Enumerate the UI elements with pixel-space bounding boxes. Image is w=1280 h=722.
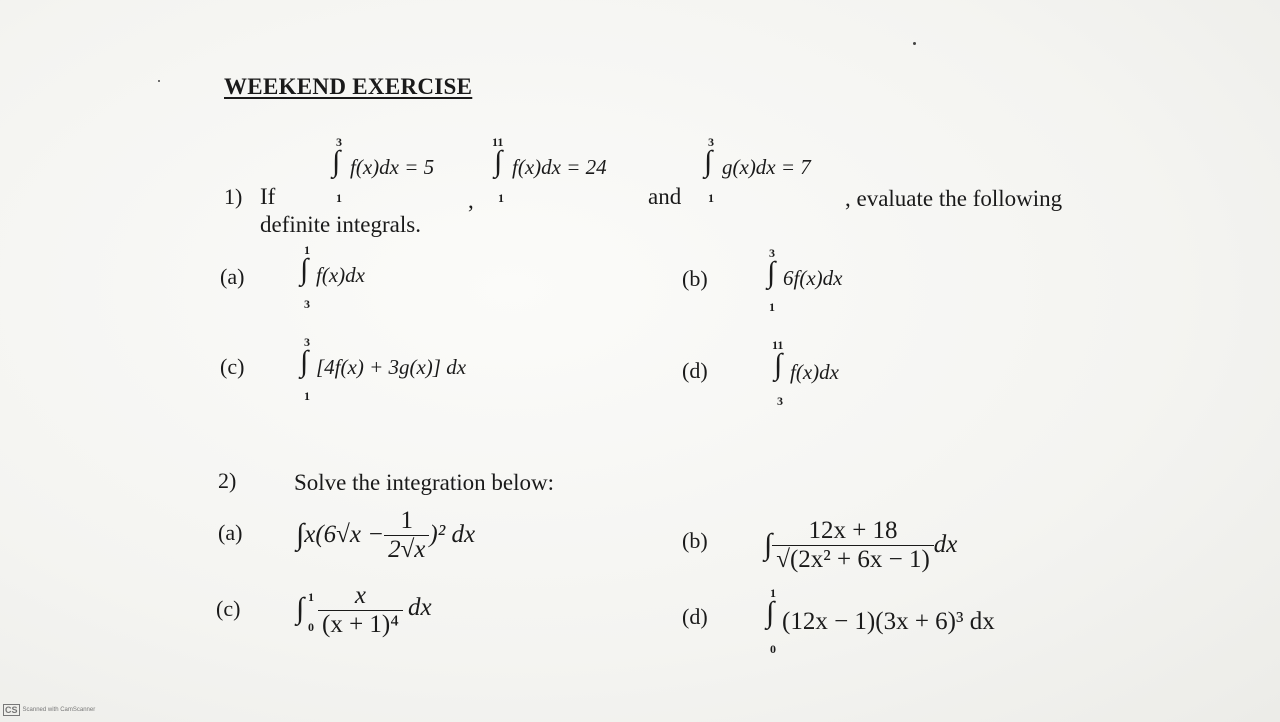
lower-limit: 1 xyxy=(498,191,504,205)
lower-limit: 3 xyxy=(304,297,310,311)
q2a-post: )² dx xyxy=(429,521,476,548)
integrand: f(x)dx xyxy=(316,263,365,287)
integrand: f(x)dx = 24 xyxy=(512,155,607,179)
upper-limit: 1 xyxy=(304,243,310,257)
q2a-pre: x(6√x − xyxy=(304,521,385,548)
integral-sign: ∫ xyxy=(774,348,783,381)
scan-speck xyxy=(913,42,916,45)
q2c-fraction xyxy=(318,582,403,639)
watermark-badge: CS xyxy=(5,705,18,715)
lower-limit: 1 xyxy=(336,191,342,205)
integral-sign: ∫ xyxy=(704,145,713,178)
numerator: 1 xyxy=(400,506,413,534)
upper-limit: 3 xyxy=(769,246,775,260)
upper-limit: 3 xyxy=(304,335,310,349)
scan-speck xyxy=(158,80,160,82)
q2c-label: (c) xyxy=(216,596,241,621)
page-title: WEEKEND EXERCISE xyxy=(224,74,473,99)
integrand: g(x)dx = 7 xyxy=(722,155,811,179)
q2c-post: dx xyxy=(408,594,432,621)
q1c-label: (c) xyxy=(220,354,245,379)
q1-if-text: If xyxy=(260,184,276,209)
numerator: x xyxy=(354,582,367,609)
q2b-label: (b) xyxy=(682,528,708,553)
denominator: (x + 1)⁴ xyxy=(318,610,403,639)
q1-and-text: and xyxy=(648,184,682,209)
q2b-post: dx xyxy=(933,531,958,558)
integrand: f(x)dx xyxy=(790,360,839,384)
upper-limit: 1 xyxy=(308,590,314,604)
integral-sign: ∫ xyxy=(494,145,503,178)
integrand: [4f(x) + 3g(x)] dx xyxy=(316,355,467,379)
q1-comma: , xyxy=(468,188,474,213)
upper-limit: 1 xyxy=(770,586,776,600)
q2b-integral xyxy=(764,506,957,584)
q1d-label: (d) xyxy=(682,358,708,383)
integral-sign: ∫ xyxy=(296,518,305,551)
q1-continuation: definite integrals. xyxy=(260,212,421,237)
q2d-label: (d) xyxy=(682,604,708,629)
integral-sign: ∫ xyxy=(764,528,773,561)
q1-number: 1) xyxy=(224,184,243,209)
integral-sign: ∫ xyxy=(296,592,305,625)
q1b-label: (b) xyxy=(682,266,708,291)
upper-limit: 3 xyxy=(336,135,342,149)
lower-limit: 3 xyxy=(777,394,783,408)
lower-limit: 1 xyxy=(708,191,714,205)
integrand: (12x − 1)(3x + 6)³ dx xyxy=(782,608,995,635)
integral-sign: ∫ xyxy=(300,345,309,378)
q2a-label: (a) xyxy=(218,520,243,545)
lower-limit: 1 xyxy=(304,389,310,403)
q2a-integral xyxy=(296,500,475,570)
lower-limit: 1 xyxy=(769,300,775,314)
denominator: √(2x² + 6x − 1) xyxy=(772,545,934,574)
q1a-label: (a) xyxy=(220,264,245,289)
integrand: f(x)dx = 5 xyxy=(350,155,435,179)
q2-prompt: Solve the integration below: xyxy=(294,470,554,495)
integral-sign: ∫ xyxy=(332,145,341,178)
q2a-fraction xyxy=(384,507,429,564)
lower-limit: 0 xyxy=(770,642,776,656)
upper-limit: 11 xyxy=(772,338,784,352)
upper-limit: 3 xyxy=(708,135,714,149)
denominator: 2√x xyxy=(384,535,429,564)
scanner-watermark xyxy=(3,704,95,716)
integral-sign: ∫ xyxy=(300,253,309,286)
q2b-fraction xyxy=(772,517,934,574)
q2-number: 2) xyxy=(218,468,237,493)
q1-evaluate-text: , evaluate the following xyxy=(845,186,1063,211)
numerator: 12x + 18 xyxy=(808,516,898,544)
integral-sign: ∫ xyxy=(767,256,776,289)
integral-sign: ∫ xyxy=(766,596,775,629)
lower-limit: 0 xyxy=(308,620,314,634)
upper-limit: 11 xyxy=(492,135,504,149)
integrand: 6f(x)dx xyxy=(783,266,843,290)
watermark-text: Scanned with CamScanner xyxy=(22,707,96,713)
